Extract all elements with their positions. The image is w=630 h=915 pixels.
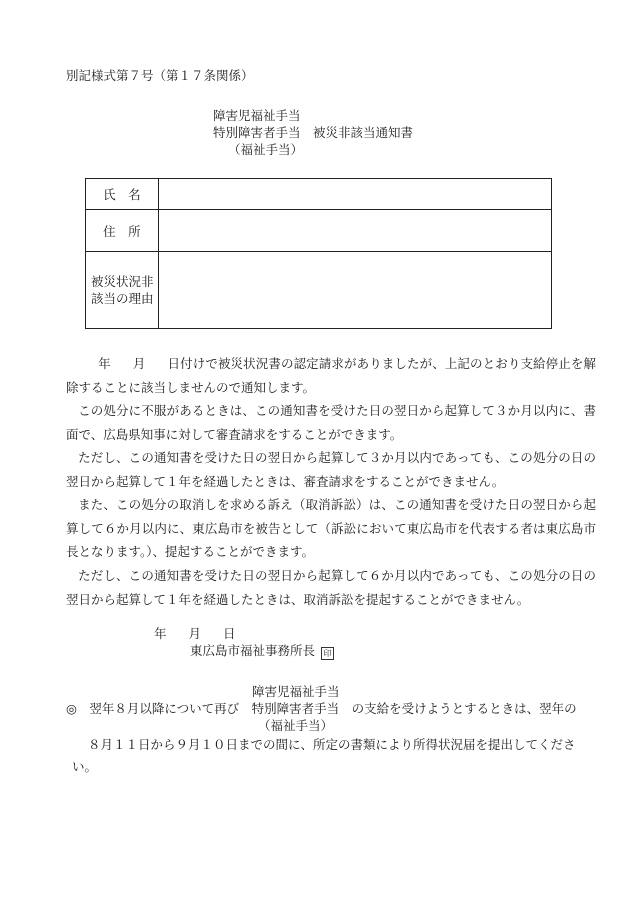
name-row <box>86 179 552 210</box>
date-day: 日 <box>223 626 236 641</box>
reason-label-line-2: 該当の理由 <box>91 291 154 306</box>
notice-month: 月 <box>132 356 146 371</box>
form-number-label: 別記様式第７号（第１７条関係） <box>66 68 254 83</box>
paragraph-lawsuit <box>66 493 596 564</box>
review-request-text: この処分に不服があるときは、この通知書を受けた日の翌日から起算して３か月以内に、書面で、広島県知事に対して審査請求をすることができます。 <box>66 403 596 442</box>
recipient-info-table <box>85 178 552 329</box>
title-line-2: 特別障害者手当 被災非該当通知書 <box>213 125 414 140</box>
note-line-4: ８月１１日から９月１０日までの間に、所定の書類により所得状況届を提出してくださ <box>88 737 576 752</box>
review-limit-text: ただし、この通知書を受けた日の翌日から起算して３か月以内であっても、この処分の日の翌日から起算して１年を経過したときは、審査請求をすることができません。 <box>66 450 596 489</box>
address-row <box>86 210 552 252</box>
notice-year: 年 <box>98 356 111 371</box>
paragraph-review-request <box>66 399 596 446</box>
title-line-1: 障害児福祉手当 <box>213 108 301 123</box>
reason-label-line-1: 被災状況非 <box>91 274 154 289</box>
title-line-3: （福祉手当） <box>228 142 304 157</box>
issue-date <box>154 624 236 642</box>
issuer <box>190 643 334 660</box>
notice-text: 日付けで被災状況書の認定請求がありましたが、上記のとおり支給停止を解除することに該当しませんので通知します。 <box>66 356 596 395</box>
seal-mark: 印 <box>321 647 334 660</box>
date-year: 年 <box>154 626 167 641</box>
address-label: 住 所 <box>86 210 159 252</box>
reason-row <box>86 252 552 329</box>
reason-label-cell <box>86 252 159 329</box>
office-name: 東広島市福祉事務所長 <box>190 643 316 658</box>
lawsuit-text: また、この処分の取消しを求める訴え（取消訴訟）は、この通知書を受けた日の翌日から起算して６か月以内に、東広島市を被告として（訴訟において東広島市を代表する者は東広島市長となります。）、提起することができます。 <box>66 497 596 559</box>
address-value-cell <box>158 210 551 252</box>
paragraph-lawsuit-limit <box>66 564 596 611</box>
paragraph-notice <box>66 352 596 399</box>
reason-value-cell <box>158 252 551 329</box>
note-line-5: い。 <box>72 759 98 774</box>
name-value-cell <box>158 179 551 210</box>
note-main-line: ◎ 翌年８月以降について再び 特別障害者手当 の支給を受けようとするときは、翌年の <box>66 701 577 716</box>
lawsuit-limit-text: ただし、この通知書を受けた日の翌日から起算して６か月以内であっても、この処分の日の翌日から起算して１年を経過したときは、取消訴訟を提起することができません。 <box>66 568 596 607</box>
note-allowance-top: 障害児福祉手当 <box>252 684 340 699</box>
note-allowance-bottom: （福祉手当） <box>258 718 334 733</box>
date-month: 月 <box>188 626 202 641</box>
paragraph-review-limit <box>66 446 596 493</box>
name-label: 氏 名 <box>86 179 159 210</box>
